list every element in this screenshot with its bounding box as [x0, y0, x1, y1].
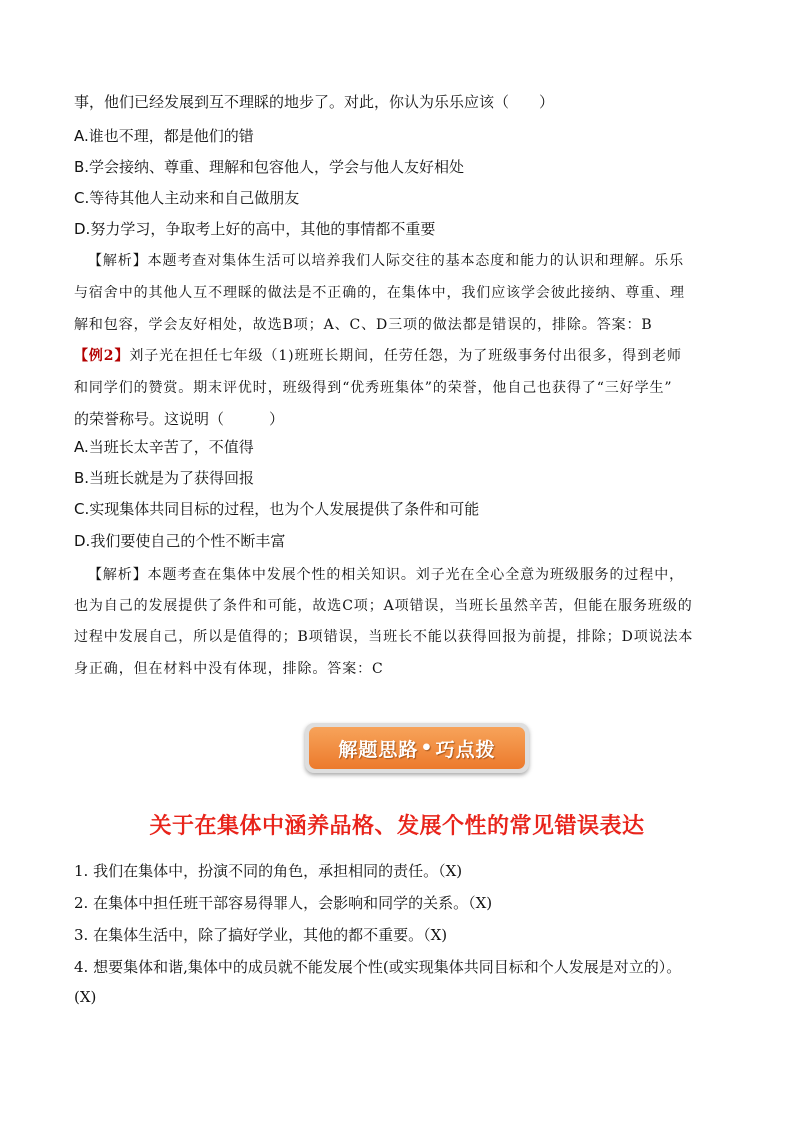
- question2-analysis-line-2: 也为自己的发展提供了条件和可能，故选C项；A项错误，当班长虽然辛苦，但能在服务班级的: [74, 598, 693, 614]
- banner-right-text: 巧点拨: [435, 738, 496, 761]
- question2-option-a: A.当班长太辛苦了，不值得: [74, 438, 254, 456]
- question1-option-d: D.努力学习，争取考上好的高中，其他的事情都不重要: [74, 220, 436, 238]
- analysis-label: 【解析】: [88, 567, 148, 583]
- question2-option-b: B.当班长就是为了获得回报: [74, 469, 255, 487]
- question2-analysis-line-3: 过程中发展自己，所以是值得的；B项错误，当班长不能以获得回报为前提，排除；D项说法本: [74, 629, 694, 645]
- banner-separator: •: [420, 737, 434, 759]
- error-item-3: 3. 在集体生活中，除了搞好学业，其他的都不重要。（X): [74, 926, 448, 944]
- question1-continuation: 事，他们已经发展到互不理睬的地步了。对此，你认为乐乐应该（ ）: [74, 93, 555, 111]
- example-label: 【例2】: [74, 348, 130, 364]
- error-item-2: 2. 在集体中担任班干部容易得罪人，会影响和同学的关系。（X): [74, 894, 493, 912]
- question2-option-d: D.我们要使自己的个性不断丰富: [74, 532, 286, 550]
- question2-stem-line-2: 和同学们的赞赏。期末评优时，班级得到“优秀班集体”的荣誉，他自己也获得了“三好学生”: [74, 380, 673, 396]
- question2-analysis-line-4: 身正确，但在材料中没有体现，排除。答案：C: [74, 661, 384, 677]
- question2-stem-line-3: 的荣誉称号。这说明（ ）: [74, 410, 285, 428]
- question1-option-b: B.学会接纳、尊重、理解和包容他人，学会与他人友好相处: [74, 158, 465, 176]
- question2-analysis-line-1: [88, 565, 684, 585]
- question2-stem-line-1: [74, 346, 682, 366]
- analysis-label: 【解析】: [88, 253, 148, 269]
- question1-analysis-line-1: [88, 251, 684, 271]
- question1-analysis-line-2: 与宿舍中的其他人互不理睬的做法是不正确的，在集体中，我们应该学会彼此接纳、尊重、理: [74, 285, 685, 301]
- question1-analysis-line-3: 解和包容，学会友好相处，故选B项；A、C、D三项的做法都是错误的，排除。答案：B: [74, 317, 653, 333]
- question1-option-a: A.谁也不理，都是他们的错: [74, 127, 254, 145]
- stem-text: 刘子光在担任七年级（1)班班长期间，任劳任怨，为了班级事务付出很多，得到老师: [129, 348, 682, 364]
- analysis-text: 本题考查在集体中发展个性的相关知识。刘子光在全心全意为班级服务的过程中，: [147, 567, 685, 583]
- tips-banner-label: [309, 727, 525, 769]
- banner-left-text: 解题思路: [338, 738, 419, 761]
- tips-banner: [305, 723, 529, 773]
- error-item-1: 1. 我们在集体中，扮演不同的角色，承担相同的责任。（X): [74, 862, 463, 880]
- section-heading: 关于在集体中涵养品格、发展个性的常见错误表达: [149, 814, 645, 839]
- analysis-text: 本题考查对集体生活可以培养我们人际交往的基本态度和能力的认识和理解。乐乐: [147, 253, 685, 269]
- question1-option-c: C.等待其他人主动来和自己做朋友: [74, 189, 300, 207]
- error-item-4: 4. 想要集体和谐,集体中的成员就不能发展个性(或实现集体共同目标和个人发展是对立的）。: [74, 958, 682, 976]
- question2-option-c: C.实现集体共同目标的过程，也为个人发展提供了条件和可能: [74, 500, 480, 518]
- error-item-4-mark: (X): [74, 988, 97, 1006]
